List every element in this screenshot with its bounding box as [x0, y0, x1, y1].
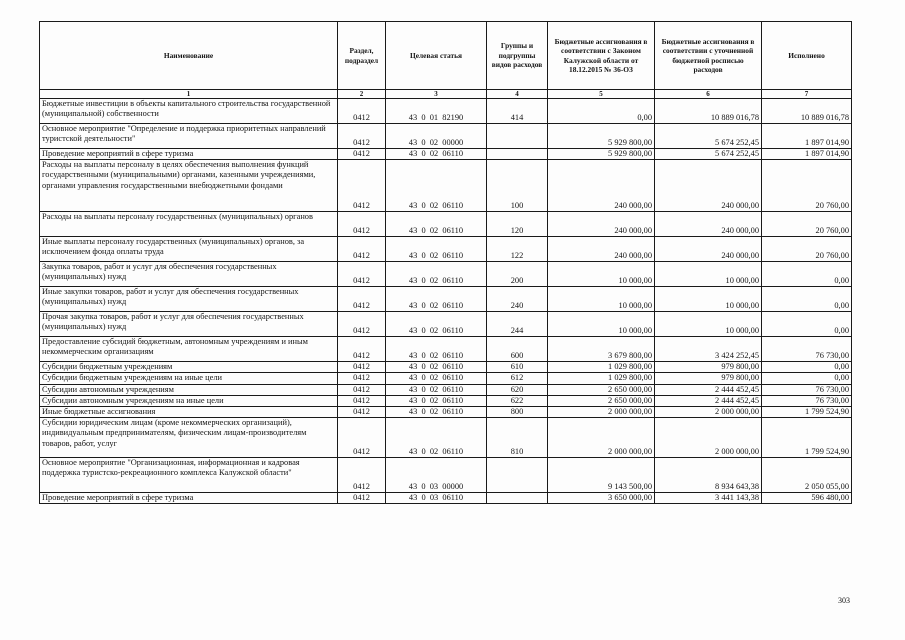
- cell-group: [487, 262, 548, 287]
- cell-revised-allocation-text: 979 800,00: [721, 362, 759, 372]
- cell-group: [487, 212, 548, 237]
- cell-law-allocation: [548, 373, 655, 384]
- cell-law-allocation-text: 10 000,00: [618, 276, 652, 285]
- cell-law-allocation-text: 5 929 800,00: [608, 149, 652, 158]
- cell-target: [386, 312, 487, 337]
- cell-executed: [762, 362, 852, 373]
- cell-section: [338, 407, 386, 418]
- table-row: [40, 407, 852, 418]
- cell-name-text: Проведение мероприятий в сфере туризма: [42, 493, 194, 503]
- cell-section-text: 0412: [353, 226, 370, 235]
- cell-group: [487, 149, 548, 160]
- cell-law-allocation-text: 2 650 000,00: [608, 395, 652, 405]
- table-row: [40, 384, 852, 395]
- cell-law-allocation: [548, 384, 655, 395]
- cell-revised-allocation-text: 2 000 000,00: [715, 407, 759, 417]
- cell-name: [40, 395, 338, 406]
- header-revised-allocations: Бюджетные ассигнования в соответствии с уточненной бюджетной росписью расходов: [655, 22, 762, 90]
- cell-law-allocation-text: 1 029 800,00: [608, 362, 652, 372]
- cell-target-text: 43 0 02 06110: [408, 276, 464, 285]
- cell-executed: [762, 262, 852, 287]
- cell-target: [386, 337, 487, 362]
- cell-name-text: Расходы на выплаты персоналу в целях обеспечения выполнения функций государственными (муниципальными) органами, казенными учреждениями, органами управления государственными внебюджетными фондами: [42, 160, 316, 190]
- cell-target: [386, 237, 487, 262]
- cell-revised-allocation: [655, 99, 762, 124]
- cell-section: [338, 149, 386, 160]
- cell-name: [40, 373, 338, 384]
- cell-revised-allocation: [655, 337, 762, 362]
- cell-name-text: Иные выплаты персоналу государственных (муниципальных) органов, за исключением фонда оплаты труда: [42, 237, 305, 257]
- cell-law-allocation: [548, 312, 655, 337]
- cell-name: [40, 493, 338, 504]
- cell-target: [386, 407, 487, 418]
- cell-group: [487, 493, 548, 504]
- cell-name: [40, 418, 338, 458]
- cell-executed-text: 596 480,00: [811, 493, 849, 503]
- cell-target: [386, 384, 487, 395]
- cell-law-allocation: [548, 124, 655, 149]
- cell-section: [338, 262, 386, 287]
- cell-executed: [762, 124, 852, 149]
- cell-law-allocation-text: 240 000,00: [614, 251, 652, 260]
- cell-group-text: 610: [510, 362, 524, 372]
- cell-law-allocation: [548, 407, 655, 418]
- table-row: [40, 312, 852, 337]
- cell-section: [338, 362, 386, 373]
- table-row: [40, 237, 852, 262]
- cell-name-text: Субсидии автономным учреждениям: [42, 384, 174, 394]
- cell-section: [338, 384, 386, 395]
- cell-group-text: 622: [510, 395, 524, 405]
- cell-revised-allocation: [655, 458, 762, 493]
- cell-group: [487, 384, 548, 395]
- cell-revised-allocation: [655, 212, 762, 237]
- cell-name: [40, 124, 338, 149]
- cell-revised-allocation-text: 5 674 252,45: [715, 149, 759, 158]
- cell-revised-allocation-text: 10 000,00: [725, 326, 759, 335]
- cell-group: [487, 124, 548, 149]
- cell-law-allocation: [548, 262, 655, 287]
- cell-group-text: 120: [510, 226, 524, 235]
- cell-revised-allocation-text: 2 444 452,45: [715, 384, 759, 394]
- column-number: 2: [338, 90, 386, 99]
- cell-executed-text: 1 799 524,90: [805, 407, 849, 417]
- cell-section-text: 0412: [353, 276, 370, 285]
- cell-executed: [762, 384, 852, 395]
- cell-section: [338, 237, 386, 262]
- cell-name-text: Субсидии бюджетным учреждениям: [42, 362, 173, 372]
- cell-executed-text: 10 889 016,78: [800, 112, 849, 122]
- cell-group: [487, 99, 548, 124]
- cell-target: [386, 362, 487, 373]
- cell-revised-allocation-text: 240 000,00: [721, 251, 759, 260]
- cell-revised-allocation-text: 3 424 252,45: [715, 351, 759, 360]
- cell-target-text: 43 0 02 06110: [408, 395, 464, 405]
- cell-target: [386, 262, 487, 287]
- cell-section-text: 0412: [353, 384, 370, 394]
- cell-group: [487, 418, 548, 458]
- cell-revised-allocation-text: 10 000,00: [725, 276, 759, 285]
- table-row: [40, 287, 852, 312]
- cell-executed: [762, 99, 852, 124]
- cell-law-allocation: [548, 458, 655, 493]
- cell-executed-text: 20 760,00: [815, 201, 849, 210]
- column-number: 6: [655, 90, 762, 99]
- cell-revised-allocation: [655, 262, 762, 287]
- cell-section-text: 0412: [353, 251, 370, 260]
- cell-target-text: 43 0 02 06110: [408, 326, 464, 335]
- cell-executed-text: 76 730,00: [815, 395, 849, 405]
- header-row: [40, 22, 852, 90]
- cell-name-text: Основное мероприятие "Организационная, информационная и кадровая поддержка туристско-рекреационного комплекса Калужской области": [42, 458, 300, 478]
- cell-section-text: 0412: [353, 493, 370, 503]
- header-target: Целевая статья: [386, 22, 487, 90]
- cell-section-text: 0412: [353, 362, 370, 372]
- cell-name-text: Иные закупки товаров, работ и услуг для обеспечения государственных (муниципальных) нужд: [42, 287, 299, 307]
- cell-executed: [762, 237, 852, 262]
- table-row: [40, 493, 852, 504]
- table-row: [40, 160, 852, 212]
- cell-name: [40, 362, 338, 373]
- cell-group-text: 122: [510, 251, 524, 260]
- cell-executed: [762, 395, 852, 406]
- cell-target-text: 43 0 02 00000: [408, 137, 464, 147]
- cell-law-allocation-text: 2 650 000,00: [608, 384, 652, 394]
- cell-group: [487, 287, 548, 312]
- cell-name: [40, 337, 338, 362]
- cell-revised-allocation-text: 5 674 252,45: [715, 137, 759, 147]
- cell-target: [386, 418, 487, 458]
- cell-revised-allocation: [655, 287, 762, 312]
- cell-name: [40, 458, 338, 493]
- cell-executed: [762, 287, 852, 312]
- cell-group: [487, 373, 548, 384]
- table-row: [40, 418, 852, 458]
- cell-group-text: 600: [510, 351, 524, 360]
- cell-executed-text: 20 760,00: [815, 226, 849, 235]
- cell-name: [40, 149, 338, 160]
- cell-target-text: 43 0 02 06110: [408, 384, 464, 394]
- header-section: Раздел, подраздел: [338, 22, 386, 90]
- cell-section: [338, 373, 386, 384]
- cell-group: [487, 395, 548, 406]
- cell-group-text: 244: [510, 326, 524, 335]
- cell-executed: [762, 418, 852, 458]
- cell-revised-allocation-text: 240 000,00: [721, 226, 759, 235]
- cell-target: [386, 124, 487, 149]
- cell-law-allocation-text: 2 000 000,00: [608, 447, 652, 457]
- cell-executed-text: 2 050 055,00: [805, 482, 849, 492]
- table-row: [40, 458, 852, 493]
- cell-executed: [762, 373, 852, 384]
- cell-section-text: 0412: [353, 351, 370, 360]
- cell-section-text: 0412: [353, 373, 370, 383]
- cell-section: [338, 212, 386, 237]
- cell-target: [386, 493, 487, 504]
- cell-name-text: Субсидии бюджетным учреждениям на иные цели: [42, 373, 222, 383]
- cell-target-text: 43 0 03 00000: [408, 482, 464, 492]
- cell-target-text: 43 0 01 82190: [408, 112, 464, 122]
- cell-target-text: 43 0 02 06110: [408, 226, 464, 235]
- cell-revised-allocation: [655, 418, 762, 458]
- cell-section: [338, 287, 386, 312]
- header-groups: Группы и подгруппы видов расходов: [487, 22, 548, 90]
- cell-revised-allocation-text: 3 441 143,38: [715, 493, 759, 503]
- cell-name: [40, 99, 338, 124]
- cell-law-allocation: [548, 287, 655, 312]
- cell-name: [40, 384, 338, 395]
- column-number-row: [40, 90, 852, 99]
- cell-executed: [762, 458, 852, 493]
- cell-revised-allocation: [655, 312, 762, 337]
- cell-revised-allocation-text: 979 800,00: [721, 373, 759, 383]
- column-number: 7: [762, 90, 852, 99]
- cell-name: [40, 407, 338, 418]
- cell-revised-allocation-text: 10 000,00: [725, 301, 759, 310]
- cell-name: [40, 212, 338, 237]
- cell-group-text: 810: [510, 447, 524, 457]
- cell-section: [338, 418, 386, 458]
- cell-law-allocation: [548, 99, 655, 124]
- cell-revised-allocation: [655, 384, 762, 395]
- cell-executed-text: 0,00: [834, 362, 849, 372]
- cell-name-text: Прочая закупка товаров, работ и услуг для обеспечения государственных (муниципальных) нужд: [42, 312, 304, 332]
- cell-name: [40, 160, 338, 212]
- cell-section: [338, 312, 386, 337]
- cell-law-allocation: [548, 212, 655, 237]
- cell-name-text: Субсидии автономным учреждениям на иные цели: [42, 395, 224, 405]
- cell-target: [386, 212, 487, 237]
- cell-section-text: 0412: [353, 149, 370, 158]
- table-row: [40, 362, 852, 373]
- cell-law-allocation: [548, 418, 655, 458]
- cell-law-allocation-text: 3 679 800,00: [608, 351, 652, 360]
- cell-section-text: 0412: [353, 326, 370, 335]
- cell-name-text: Бюджетные инвестиции в объекты капитального строительства государственной (муниципальной) собственности: [42, 99, 331, 119]
- table-row: [40, 149, 852, 160]
- cell-law-allocation-text: 9 143 500,00: [608, 482, 652, 492]
- cell-executed: [762, 337, 852, 362]
- header-name: Наименование: [40, 22, 338, 90]
- budget-table: [39, 21, 852, 504]
- cell-revised-allocation-text: 2 000 000,00: [715, 447, 759, 457]
- cell-revised-allocation-text: 8 934 643,38: [715, 482, 759, 492]
- table-row: [40, 212, 852, 237]
- cell-group-text: 100: [510, 201, 524, 210]
- cell-group-text: 800: [510, 407, 524, 417]
- cell-revised-allocation: [655, 362, 762, 373]
- cell-name-text: Закупка товаров, работ и услуг для обеспечения государственных (муниципальных) нужд: [42, 262, 277, 282]
- page-number: 303: [838, 596, 850, 605]
- cell-executed-text: 1 897 014,90: [805, 137, 849, 147]
- cell-name-text: Расходы на выплаты персоналу государственных (муниципальных) органов: [42, 212, 313, 222]
- cell-section: [338, 337, 386, 362]
- cell-revised-allocation: [655, 493, 762, 504]
- cell-executed: [762, 407, 852, 418]
- cell-executed-text: 76 730,00: [815, 384, 849, 394]
- cell-law-allocation: [548, 149, 655, 160]
- cell-section-text: 0412: [353, 482, 370, 492]
- cell-revised-allocation-text: 10 889 016,78: [710, 112, 759, 122]
- column-number: 1: [40, 90, 338, 99]
- cell-group: [487, 407, 548, 418]
- cell-revised-allocation: [655, 124, 762, 149]
- cell-group-text: 240: [510, 301, 524, 310]
- cell-name: [40, 262, 338, 287]
- cell-section-text: 0412: [353, 301, 370, 310]
- cell-section: [338, 124, 386, 149]
- cell-target-text: 43 0 02 06110: [408, 301, 464, 310]
- cell-group: [487, 458, 548, 493]
- cell-name-text: Предоставление субсидий бюджетным, автономным учреждениям и иным некоммерческим организациям: [42, 337, 308, 357]
- cell-target-text: 43 0 02 06110: [408, 407, 464, 417]
- cell-law-allocation-text: 0,00: [637, 112, 652, 122]
- cell-target-text: 43 0 02 06110: [408, 201, 464, 210]
- cell-section: [338, 99, 386, 124]
- cell-section: [338, 493, 386, 504]
- cell-name-text: Иные бюджетные ассигнования: [42, 407, 156, 417]
- cell-target-text: 43 0 02 06110: [408, 149, 464, 158]
- cell-law-allocation: [548, 160, 655, 212]
- cell-group-text: 414: [510, 112, 524, 122]
- cell-executed: [762, 312, 852, 337]
- cell-target-text: 43 0 02 06110: [408, 362, 464, 372]
- cell-revised-allocation-text: 240 000,00: [721, 201, 759, 210]
- table-row: [40, 262, 852, 287]
- cell-group-text: 620: [510, 384, 524, 394]
- cell-name-text: Субсидии юридическим лицам (кроме некоммерческих организаций), индивидуальным предпринимателям, физическим лицам-производителям товаров, работ, услуг: [42, 418, 307, 448]
- cell-group-text: 200: [510, 276, 524, 285]
- cell-section-text: 0412: [353, 395, 370, 405]
- cell-group: [487, 337, 548, 362]
- cell-law-allocation: [548, 362, 655, 373]
- cell-target-text: 43 0 02 06110: [408, 447, 464, 457]
- cell-section: [338, 395, 386, 406]
- cell-revised-allocation: [655, 407, 762, 418]
- cell-executed: [762, 149, 852, 160]
- cell-executed-text: 0,00: [834, 373, 849, 383]
- table-row: [40, 373, 852, 384]
- table-row: [40, 395, 852, 406]
- cell-law-allocation-text: 5 929 800,00: [608, 137, 652, 147]
- header-executed: Исполнено: [762, 22, 852, 90]
- cell-law-allocation: [548, 237, 655, 262]
- cell-executed: [762, 493, 852, 504]
- cell-revised-allocation: [655, 160, 762, 212]
- column-number: 4: [487, 90, 548, 99]
- cell-revised-allocation: [655, 395, 762, 406]
- cell-target-text: 43 0 03 06110: [408, 493, 464, 503]
- cell-law-allocation-text: 10 000,00: [618, 301, 652, 310]
- cell-executed-text: 0,00: [834, 276, 849, 285]
- cell-executed-text: 76 730,00: [815, 351, 849, 360]
- cell-law-allocation-text: 10 000,00: [618, 326, 652, 335]
- cell-executed: [762, 212, 852, 237]
- cell-law-allocation-text: 1 029 800,00: [608, 373, 652, 383]
- cell-target: [386, 373, 487, 384]
- cell-name: [40, 312, 338, 337]
- column-number: 3: [386, 90, 487, 99]
- cell-target: [386, 287, 487, 312]
- header-law-allocations: Бюджетные ассигнования в соответствии с Законом Калужской области от 18.12.2015 № 36-ОЗ: [548, 22, 655, 90]
- cell-target-text: 43 0 02 06110: [408, 251, 464, 260]
- cell-executed: [762, 160, 852, 212]
- cell-group-text: 612: [510, 373, 524, 383]
- cell-revised-allocation: [655, 373, 762, 384]
- cell-target: [386, 99, 487, 124]
- cell-revised-allocation: [655, 149, 762, 160]
- cell-revised-allocation: [655, 237, 762, 262]
- cell-section-text: 0412: [353, 407, 370, 417]
- cell-target: [386, 160, 487, 212]
- cell-name: [40, 237, 338, 262]
- cell-group: [487, 160, 548, 212]
- cell-name: [40, 287, 338, 312]
- cell-group: [487, 362, 548, 373]
- cell-law-allocation: [548, 395, 655, 406]
- cell-section: [338, 458, 386, 493]
- cell-target: [386, 149, 487, 160]
- cell-name-text: Проведение мероприятий в сфере туризма: [42, 149, 194, 158]
- column-number: 5: [548, 90, 655, 99]
- cell-group: [487, 312, 548, 337]
- table-row: [40, 337, 852, 362]
- cell-law-allocation: [548, 493, 655, 504]
- cell-executed-text: 0,00: [834, 326, 849, 335]
- cell-executed-text: 0,00: [834, 301, 849, 310]
- cell-target-text: 43 0 02 06110: [408, 351, 464, 360]
- cell-section-text: 0412: [353, 112, 370, 122]
- cell-group: [487, 237, 548, 262]
- cell-section-text: 0412: [353, 447, 370, 457]
- cell-target: [386, 395, 487, 406]
- cell-executed-text: 20 760,00: [815, 251, 849, 260]
- cell-section-text: 0412: [353, 201, 370, 210]
- cell-section: [338, 160, 386, 212]
- table-row: [40, 99, 852, 124]
- cell-law-allocation: [548, 337, 655, 362]
- cell-law-allocation-text: 240 000,00: [614, 201, 652, 210]
- cell-revised-allocation-text: 2 444 452,45: [715, 395, 759, 405]
- cell-target: [386, 458, 487, 493]
- cell-law-allocation-text: 240 000,00: [614, 226, 652, 235]
- cell-executed-text: 1 897 014,90: [805, 149, 849, 158]
- cell-law-allocation-text: 2 000 000,00: [608, 407, 652, 417]
- table-body: [40, 99, 852, 504]
- cell-executed-text: 1 799 524,90: [805, 447, 849, 457]
- table-row: [40, 124, 852, 149]
- cell-target-text: 43 0 02 06110: [408, 373, 464, 383]
- cell-law-allocation-text: 3 650 000,00: [608, 493, 652, 503]
- cell-section-text: 0412: [353, 137, 370, 147]
- cell-name-text: Основное мероприятие "Определение и поддержка приоритетных направлений туристской деятельности": [42, 124, 326, 144]
